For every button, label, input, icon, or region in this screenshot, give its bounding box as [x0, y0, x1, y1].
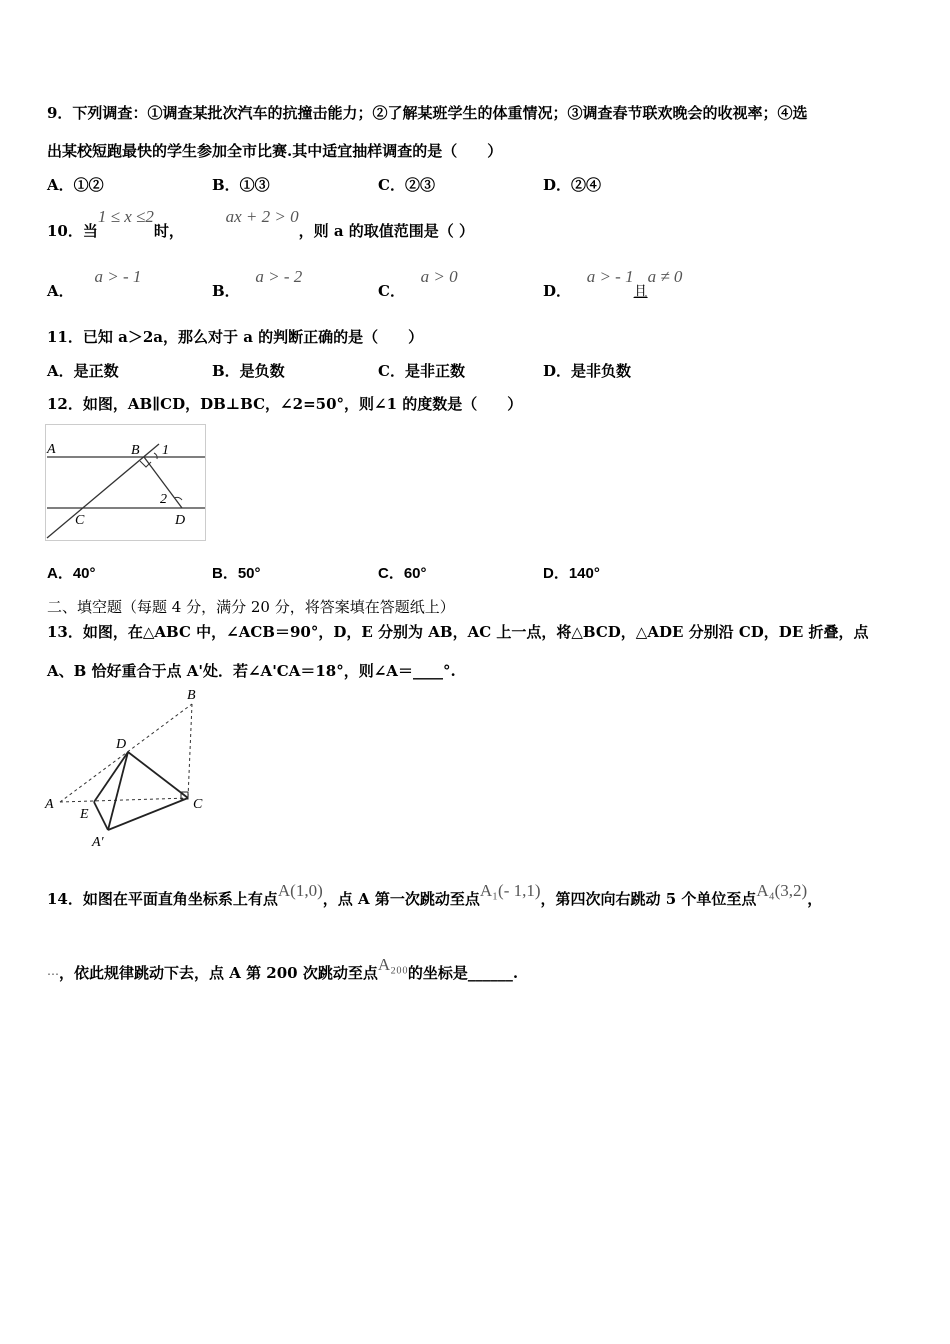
line-dc: [128, 752, 188, 798]
section-2-title: 二、填空题（每题 4 分，满分 20 分，将答案填在答题纸上）: [47, 598, 455, 616]
q10-condition-2: ax + 2 > 0: [225, 207, 299, 226]
dashed-ac: [60, 798, 188, 802]
q12-figure: [45, 424, 207, 542]
line-da: [108, 752, 128, 830]
q14-point-a: A(1,0): [277, 881, 323, 900]
q12-option-b: B．50°: [212, 565, 261, 582]
q10-option-d-math2: a ≠ 0: [647, 267, 683, 286]
q13-stem-line2: A、B 恰好重合于点 A'处．若∠A'CA＝18°，则∠A＝____°.: [47, 662, 456, 680]
q10-suffix: ，则 a 的取值范围是（ ）: [298, 222, 475, 240]
q12-option-d: D．140°: [543, 565, 600, 582]
q9-option-a: A．①②: [47, 176, 104, 194]
q14-point-a200: A₂₀₀: [377, 955, 408, 974]
label-a-prime: A′: [92, 835, 104, 850]
q12-stem: 12．如图，AB∥CD，DB⊥BC，∠2=50°，则∠1 的度数是（ ）: [47, 395, 523, 413]
q10-stem: [47, 207, 475, 241]
line-bc: [47, 444, 159, 538]
label-c: C: [75, 513, 85, 528]
q10-option-c-math: a > 0: [420, 267, 458, 286]
label-a: A: [47, 442, 56, 457]
label-e: E: [80, 807, 89, 822]
q12-option-c: C．60°: [378, 565, 427, 582]
q9-option-d: D．②④: [543, 176, 602, 194]
q14-point-a1: A₁(- 1,1): [479, 881, 541, 900]
q9-stem-line2: 出某校短跑最快的学生参加全市比赛.其中适宜抽样调查的是（ ）: [47, 142, 503, 160]
label-1: 1: [162, 443, 169, 458]
q14-stem-line1: 14．如图在平面直角坐标系上有点A(1,0)，点 A 第一次跳动至点A₁(- 1,1)，第四次向右跳动 5 个单位至点A₄(3,2)，: [47, 881, 823, 908]
q14-stem-line2: ⋯，依此规律跳动下去，点 A 第 200 次跳动至点A₂₀₀的坐标是______.: [47, 955, 519, 982]
q10-option-d-join: 且: [633, 284, 648, 300]
q10-option-a-math: a > - 1: [94, 267, 142, 286]
line-ac: [108, 798, 188, 830]
q10-option-d: D． a > - 1且a ≠ 0: [543, 267, 683, 300]
dashed-ab: [60, 704, 192, 802]
q10-prefix: 10．当: [47, 222, 98, 240]
q11-option-c: C．是非正数: [378, 362, 465, 380]
q10-mid: 时，: [153, 222, 184, 240]
line-ea: [94, 802, 108, 830]
label-b: B: [131, 443, 140, 458]
q10-option-a: A． a > - 1: [47, 267, 142, 300]
q13-stem-line1: 13．如图，在△ABC 中，∠ACB＝90°，D，E 分别为 AB，AC 上一点，将△BCD，△ADE 分别沿 CD，DE 折叠，点: [47, 623, 869, 641]
q10-option-b: B． a > - 2: [212, 267, 303, 300]
label-c: C: [193, 797, 203, 812]
q11-stem: 11．已知 a＞2a，那么对于 a 的判断正确的是（ ）: [47, 328, 424, 346]
label-b: B: [187, 688, 196, 703]
q10-option-d-math: a > - 1: [586, 267, 634, 286]
q10-condition-1: 1 ≤ x ≤2: [97, 207, 154, 226]
q11-option-d: D．是非负数: [543, 362, 632, 380]
q11-option-b: B．是负数: [212, 362, 285, 380]
q12-option-a: A．40°: [47, 565, 96, 582]
right-angle-mark: [140, 461, 151, 467]
angle-1-arc: [154, 453, 157, 459]
label-d: D: [116, 737, 127, 752]
q14-point-a4: A₄(3,2): [756, 881, 808, 900]
q14-ellipsis: ⋯: [47, 967, 59, 981]
line-de: [94, 752, 128, 802]
q13-figure: [42, 684, 214, 850]
q9-stem-line1: 9．下列调查：①调查某批次汽车的抗撞击能力；②了解某班学生的体重情况；③调查春节联欢晚会的收视率；④选: [47, 104, 808, 122]
q10-option-b-math: a > - 2: [255, 267, 303, 286]
q9-option-b: B．①③: [212, 176, 270, 194]
dashed-bc: [188, 704, 192, 798]
q11-option-a: A．是正数: [47, 362, 119, 380]
label-a: A: [45, 797, 54, 812]
q9-option-c: C．②③: [378, 176, 435, 194]
label-2: 2: [160, 492, 167, 507]
label-d: D: [175, 513, 186, 528]
q10-option-c: C． a > 0: [378, 267, 458, 300]
